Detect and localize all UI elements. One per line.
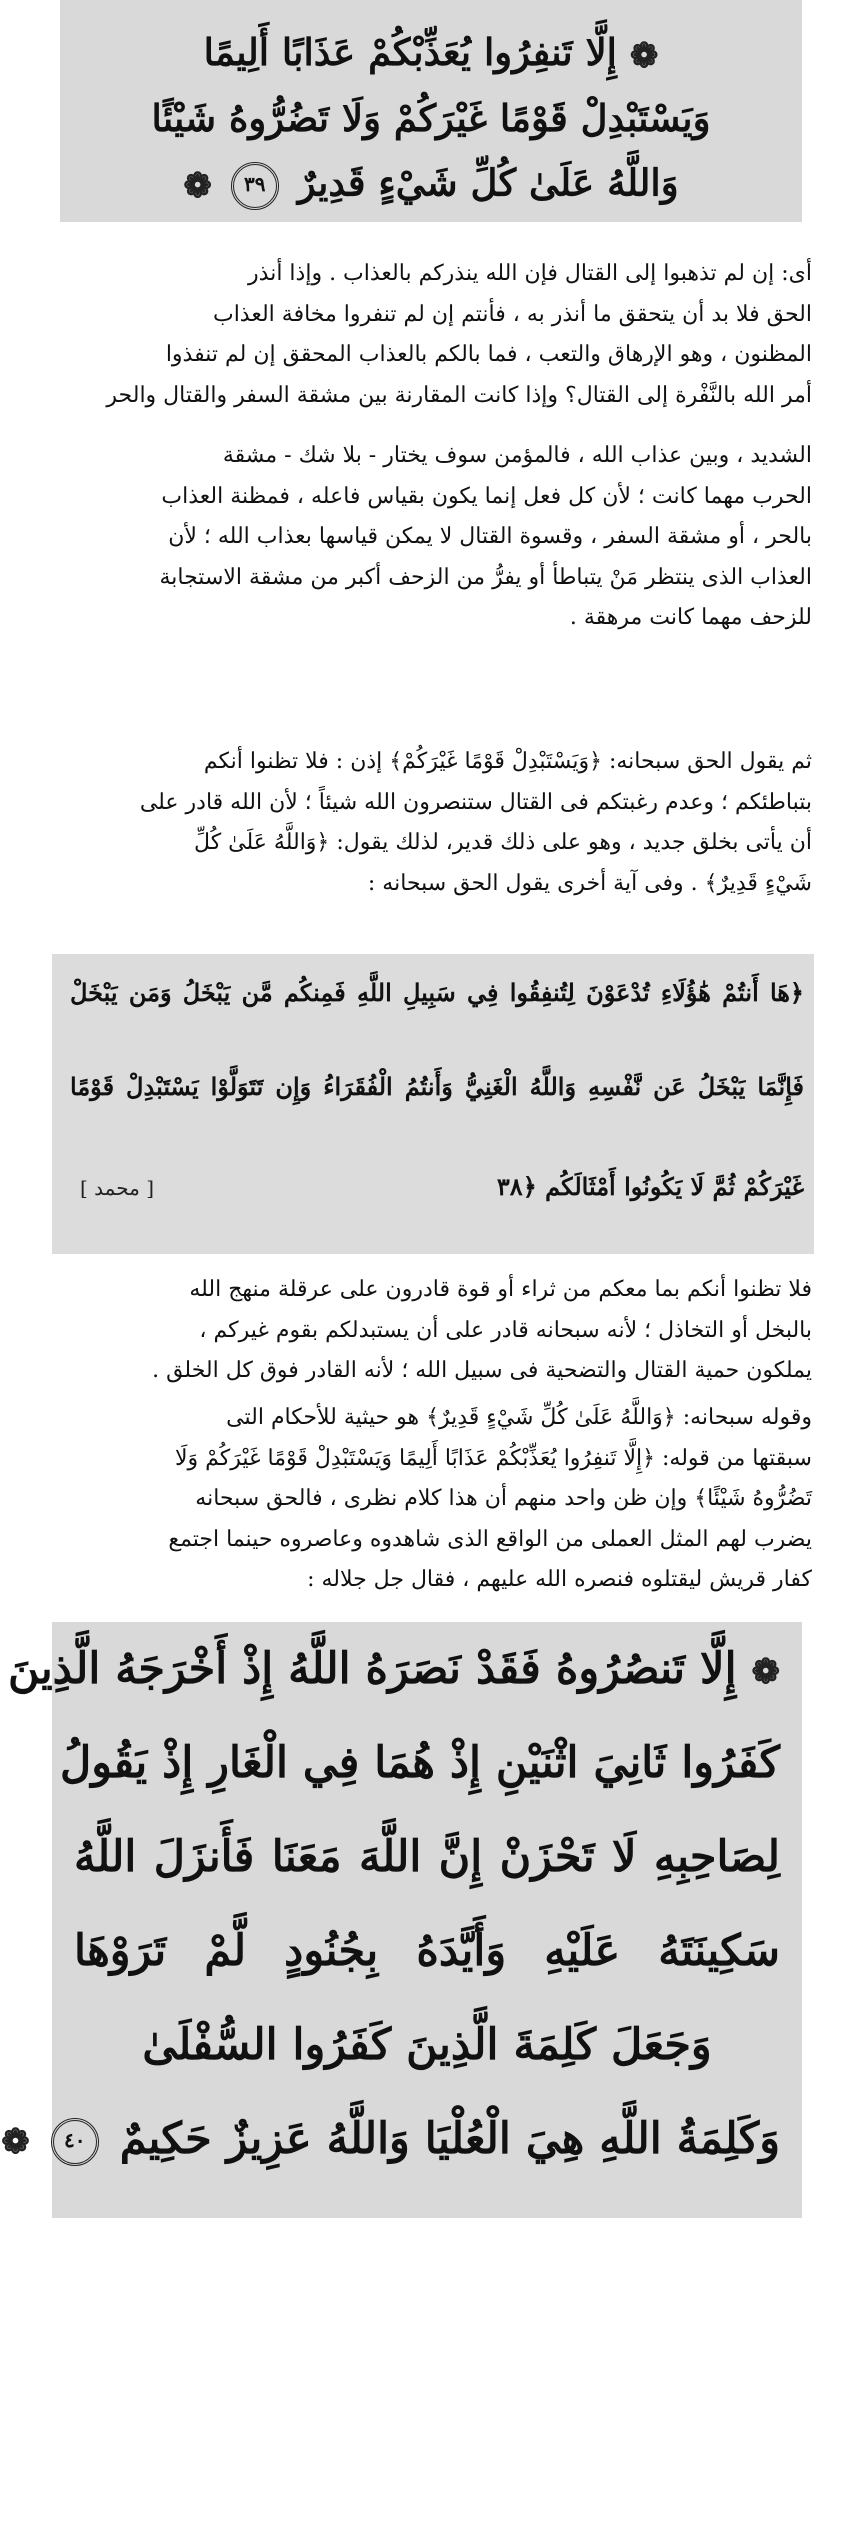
verse-bottom-line-4: سَكِينَتَهُ عَلَيْهِ وَأَيَّدَهُ بِجُنُودٍ لَّمْ تَرَوْهَا xyxy=(74,1926,780,1976)
ayah-number-badge: ٤٠ xyxy=(51,2118,99,2166)
text-line: بالبخل أو التخاذل ؛ لأنه سبحانه قادر على أن يستبدلكم بقوم غيركم ، xyxy=(199,1317,812,1343)
text-line: بالحر ، أو مشقة السفر ، وقسوة القتال لا يمكن قياسها بعذاب الله ؛ لأن xyxy=(168,524,812,549)
commentary-paragraph-2 xyxy=(60,742,812,904)
verse-panel-top xyxy=(60,0,802,222)
text-line: المظنون ، وهو الإرهاق والتعب ، فما بالكم بالعذاب المحقق إن لم تنفذوا xyxy=(165,342,812,367)
text-line: الحرب مهما كانت ؛ لأن كل فعل إنما يكون بقياس فاعله ، فمظنة العذاب xyxy=(161,483,812,509)
commentary-paragraph-1 xyxy=(60,254,812,639)
verse-bottom-line-1: ❁ إِلَّا تَنصُرُوهُ فَقَدْ نَصَرَهُ اللَّهُ إِذْ أَخْرَجَهُ الَّذِينَ xyxy=(7,1644,780,1694)
verse-bottom-line-6: وَكَلِمَةُ اللَّهِ هِيَ الْعُلْيَا وَاللَّهُ عَزِيزٌ حَكِيمٌ ٤٠ ❁ xyxy=(1,2114,780,2164)
verse-bottom-line-2: كَفَرُوا ثَانِيَ اثْنَيْنِ إِذْ هُمَا فِي الْغَارِ إِذْ يَقُولُ xyxy=(60,1738,780,1788)
text-line: الحق فلا بد أن يتحقق ما أنذر به ، فأنتم إن لم تنفروا مخافة العذاب xyxy=(212,301,812,327)
text-line: أمر الله بالنَّفْرة إلى القتال؟ وإذا كانت المقارنة بين مشقة السفر والقتال والحر xyxy=(106,382,812,408)
commentary-paragraph-3 xyxy=(60,1270,812,1392)
text-line: يملكون حمية القتال والتضحية فى سبيل الله ؛ لأنه القادر فوق كل الخلق . xyxy=(152,1358,812,1383)
text-line: بتباطئكم ؛ وعدم رغبتكم فى القتال ستنصرون الله شيئاً ؛ لأن الله قادر على xyxy=(139,789,812,815)
verse-panel-bottom xyxy=(1,1622,802,2218)
verse-top-line-2: وَيَسْتَبْدِلْ قَوْمًا غَيْرَكُمْ وَلَا تَضُرُّوهُ شَيْئًا xyxy=(151,96,711,140)
quote-line-2: فَإِنَّمَا يَبْخَلُ عَن نَّفْسِهِ وَاللَّهُ الْغَنِيُّ وَأَنتُمُ الْفُقَرَاءُ وَإِن تَتَوَلَّوْا يَسْتَبْدِلْ قَوْمًا xyxy=(70,1072,804,1101)
commentary-paragraph-4 xyxy=(60,1398,812,1601)
quote-line-1: ﴿هَا أَنتُمْ هَٰؤُلَاءِ تُدْعَوْنَ لِتُنفِقُوا فِي سَبِيلِ اللَّهِ فَمِنكُم مَّن يَبْخَلُ وَمَن يَبْخَلْ xyxy=(70,978,804,1007)
verse-bottom-line-5: وَجَعَلَ كَلِمَةَ الَّذِينَ كَفَرُوا السُّفْلَىٰ xyxy=(142,2020,712,2070)
text-line: سبقتها من قوله: ﴿إِلَّا تَنفِرُوا يُعَذِّبْكُمْ عَذَابًا أَلِيمًا وَيَسْتَبْدِلْ قَوْمًا غَيْرَكُمْ وَلَا xyxy=(174,1445,812,1471)
text-line: فلا تظنوا أنكم بما معكم من ثراء أو قوة قادرون على عرقلة منهج الله xyxy=(189,1277,812,1302)
quoted-verse-box xyxy=(52,954,814,1254)
verse-top-line-3: وَاللَّهُ عَلَىٰ كُلِّ شَيْءٍ قَدِيرٌ ٣٩ ❁ xyxy=(60,162,802,210)
text-line: الشديد ، وبين عذاب الله ، فالمؤمن سوف يختار - بلا شك - مشقة xyxy=(222,443,812,468)
surah-reference: [ محمد ] xyxy=(80,1176,155,1200)
text-line: أن يأتى بخلق جديد ، وهو على ذلك قدير، لذلك يقول: ﴿وَاللَّهُ عَلَىٰ كُلِّ xyxy=(194,830,812,855)
text-line: وقوله سبحانه: ﴿وَاللَّهُ عَلَىٰ كُلِّ شَيْءٍ قَدِيرٌ﴾ هو حيثية للأحكام التى xyxy=(226,1405,812,1430)
ornament-icon: ❁ xyxy=(629,35,659,76)
ayah-number-badge: ٣٩ xyxy=(231,162,279,210)
ornament-icon: ❁ xyxy=(183,166,212,206)
quote-line-3: غَيْرَكُمْ ثُمَّ لَا يَكُونُوا أَمْثَالَكُم ﴿٣٨ xyxy=(496,1172,804,1201)
text-line: للزحف مهما كانت مرهقة . xyxy=(569,605,812,630)
verse-bottom-line-3: لِصَاحِبِهِ لَا تَحْزَنْ إِنَّ اللَّهَ مَعَنَا فَأَنزَلَ اللَّهُ xyxy=(74,1832,780,1882)
text-line: العذاب الذى ينتظر مَنْ يتباطأ أو يفرُّ من الزحف أكبر من مشقة الاستجابة xyxy=(159,564,812,590)
ornament-icon: ❁ xyxy=(1,2122,30,2162)
ornament-icon: ❁ xyxy=(751,1652,780,1692)
text-line: تَضُرُّوهُ شَيْئًا﴾ وإن ظن واحد منهم أن هذا كلام نظرى ، فالحق سبحانه xyxy=(195,1486,812,1511)
text-line: شَيْءٍ قَدِيرٌ﴾ . وفى آية أخرى يقول الحق سبحانه : xyxy=(367,870,812,896)
text-line: ثم يقول الحق سبحانه: ﴿وَيَسْتَبْدِلْ قَوْمًا غَيْرَكُمْ﴾ إذن : فلا تظنوا أنكم xyxy=(203,749,812,774)
verse-top-line-1: ❁ إِلَّا تَنفِرُوا يُعَذِّبْكُمْ عَذَابًا أَلِيمًا xyxy=(203,30,659,76)
text-line: أى: إن لم تذهبوا إلى القتال فإن الله ينذركم بالعذاب . وإذا أنذر xyxy=(248,261,812,286)
text-line: كفار قريش ليقتلوه فنصره الله عليهم ، فقال جل جلاله : xyxy=(307,1567,812,1592)
text-line: يضرب لهم المثل العملى من الواقع الذى شاهدوه وعاصروه حينما اجتمع xyxy=(168,1526,812,1552)
